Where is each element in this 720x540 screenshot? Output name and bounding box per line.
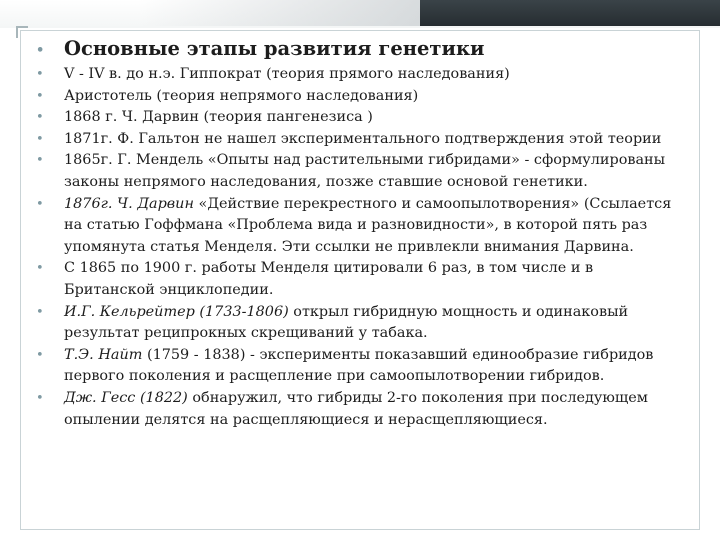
bullet-text-italic: И.Г. Кельрейтер (1733-1806) — [64, 303, 289, 320]
bullet-icon: • — [36, 347, 44, 363]
bullet-text: (1759 - 1838) - эксперименты показавший единообразие гибридов первого поколения и расщепление при самоопылотворении гибридов. — [64, 346, 654, 385]
bullet-text: 1868 г. Ч. Дарвин (теория пангенезиса ) — [64, 109, 373, 126]
bullet-item — [30, 86, 680, 108]
bullet-text-italic: Т.Э. Найт — [64, 346, 143, 363]
bullet-text: «Действие перекрестного и самоопылотворения» (Ссылается на статью Гоффмана «Проблема вида и разновидности», в которой пять раз упомянута статья Менделя. Эти ссылки не привлекли внимания Дарвина. — [64, 195, 672, 255]
slide-title — [30, 36, 680, 62]
bullet-text: 1865г. Г. Мендель «Опыты над растительными гибридами» - сформулированы законы непрямого наследования, позже ставшие основой генетики. — [64, 152, 666, 190]
bullet-item — [30, 388, 680, 431]
bullet-icon: • — [36, 110, 44, 126]
bullet-item — [30, 150, 680, 193]
slide-top-bar-fade — [140, 0, 420, 26]
bullet-icon: • — [36, 390, 44, 406]
bullet-text: Аристотель (теория непрямого наследования) — [64, 87, 419, 104]
slide-content — [30, 36, 680, 431]
bullet-icon: • — [36, 304, 44, 320]
bullet-icon: • — [36, 67, 44, 82]
bullet-text: обнаружил, что гибриды 2-го поколения при последующем опылении делятся на расщепляющиеся и нерасщепляющиеся. — [64, 389, 648, 428]
bullet-item — [30, 64, 680, 86]
bullet-text-italic: Дж. Гесс (1822) — [64, 389, 188, 406]
slide-title-text: Основные этапы развития генетики — [64, 37, 485, 60]
slide-top-bar — [420, 0, 720, 26]
bullet-text: открыл гибридную мощность и одинаковый результат реципрокных скрещиваний у табака. — [64, 303, 629, 342]
bullet-icon: • — [36, 196, 44, 212]
bullet-icon: • — [36, 153, 44, 169]
bullet-item — [30, 129, 680, 151]
bullet-icon: • — [36, 88, 44, 104]
bullet-text: С 1865 по 1900 г. работы Менделя цитировали 6 раз, в том числе и в Британской энциклопедии. — [64, 260, 594, 298]
bullet-text: V - IV в. до н.э. Гиппократ (теория прямого наследования) — [64, 66, 510, 82]
bullet-item — [30, 258, 680, 301]
bullet-item — [30, 302, 680, 345]
bullet-icon: • — [36, 261, 44, 277]
bullet-list — [30, 36, 680, 431]
bullet-icon: • — [36, 131, 44, 147]
bullet-item — [30, 345, 680, 388]
bullet-item — [30, 194, 680, 259]
slide-frame-corner — [16, 26, 28, 38]
bullet-icon: • — [36, 43, 45, 58]
bullet-text: 1871г. Ф. Гальтон не нашел экспериментального подтверждения этой теории — [64, 130, 662, 147]
bullet-item — [30, 107, 680, 129]
bullet-text-italic: 1876г. Ч. Дарвин — [64, 195, 194, 212]
